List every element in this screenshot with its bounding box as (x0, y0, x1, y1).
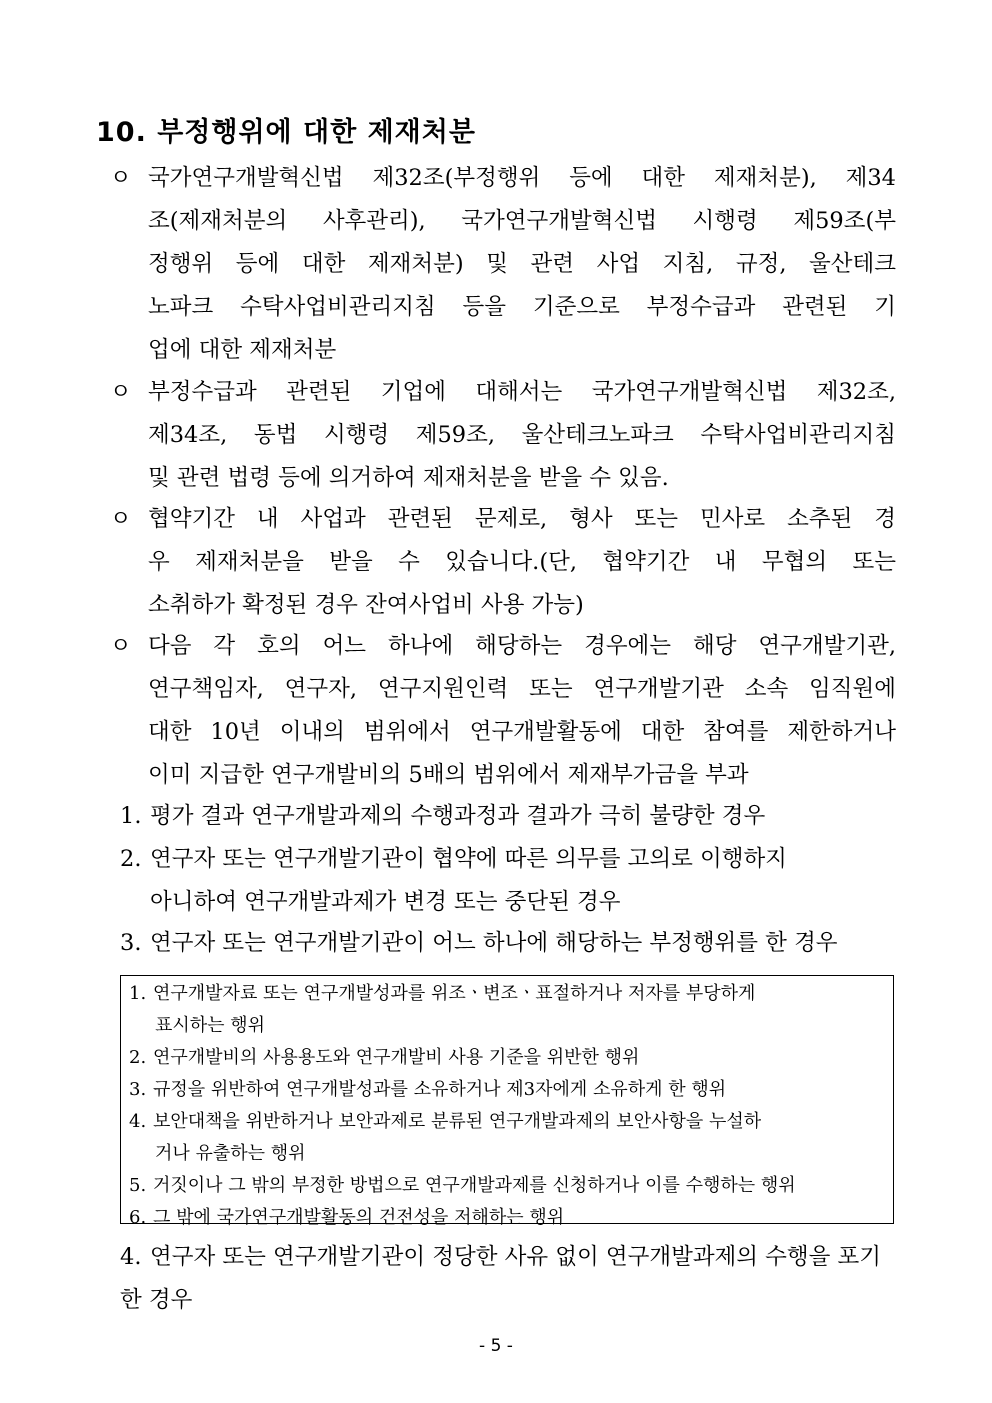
paragraph-line: 우 제재처분을 받을 수 있습니다.(단, 협약기간 내 무협의 또는 (148, 549, 896, 575)
paragraph-line: 및 관련 법령 등에 의거하여 제재처분을 받을 수 있음. (148, 465, 669, 491)
paragraph-line: 소취하가 확정된 경우 잔여사업비 사용 가능) (148, 592, 584, 618)
box-item-text: 보안대책을 위반하거나 보안과제로 분류된 연구개발과제의 보안사항을 누설하 (153, 1111, 762, 1132)
page-number: - 5 - (479, 1336, 513, 1356)
paragraph-line: 국가연구개발혁신법 제32조(부정행위 등에 대한 제재처분), 제34 (148, 165, 896, 191)
numbered-item-1 (120, 795, 896, 838)
box-item-number: 6. (129, 1207, 147, 1228)
paragraph-line: 협약기간 내 사업과 관련된 문제로, 형사 또는 민사로 소추된 경 (148, 506, 896, 532)
bullet-paragraph-3 (148, 498, 896, 627)
paragraph-line: 정행위 등에 대한 제재처분) 및 관련 사업 지침, 규정, 울산테크 (148, 251, 896, 277)
misconduct-list-box (120, 975, 894, 1228)
paragraph-line: 이미 지급한 연구개발비의 5배의 범위에서 제재부가금을 부과 (148, 762, 749, 788)
box-item-2 (129, 1042, 885, 1074)
paragraph-line: 대한 10년 이내의 범위에서 연구개발활동에 대한 참여를 제한하거나 (148, 719, 896, 745)
bullet-paragraph-4 (148, 625, 896, 797)
box-item-3 (129, 1074, 885, 1106)
paragraph-line: 부정수급과 관련된 기업에 대해서는 국가연구개발혁신법 제32조, (148, 379, 896, 405)
box-item-text: 연구개발자료 또는 연구개발성과를 위조ㆍ변조ㆍ표절하거나 저자를 부당하게 (153, 983, 756, 1004)
numbered-item-3 (120, 922, 896, 965)
paragraph-line: 제34조, 동법 시행령 제59조, 울산테크노파크 수탁사업비관리지침 (148, 422, 896, 448)
box-item-5 (129, 1170, 885, 1202)
item-text-continuation: 아니하여 연구개발과제가 변경 또는 중단된 경우 (150, 889, 621, 915)
box-item-number: 5. (129, 1175, 147, 1196)
item-text: 연구자 또는 연구개발기관이 어느 하나에 해당하는 부정행위를 한 경우 (150, 930, 838, 956)
numbered-item-2 (120, 838, 896, 924)
box-item-4 (129, 1106, 885, 1170)
box-item-text: 연구개발비의 사용용도와 연구개발비 사용 기준을 위반한 행위 (153, 1047, 640, 1068)
item-text: 연구자 또는 연구개발기관이 정당한 사유 없이 연구개발과제의 수행을 포기한 경우 (120, 1244, 882, 1313)
box-item-number: 2. (129, 1047, 147, 1068)
item-number: 4. (120, 1244, 142, 1270)
bullet-icon: ㅇ (110, 166, 132, 191)
box-item-number: 3. (129, 1079, 147, 1100)
paragraph-line: 조(제재처분의 사후관리), 국가연구개발혁신법 시행령 제59조(부 (148, 208, 896, 234)
box-item-text: 그 밖에 국가연구개발활동의 건전성을 저해하는 행위 (153, 1207, 565, 1228)
box-item-1 (129, 978, 885, 1042)
bullet-paragraph-2 (148, 371, 896, 500)
box-item-continuation: 거나 유출하는 행위 (155, 1143, 306, 1164)
box-item-text: 거짓이나 그 밖의 부정한 방법으로 연구개발과제를 신청하거나 이를 수행하는 행위 (153, 1175, 796, 1196)
box-item-continuation: 표시하는 행위 (155, 1015, 266, 1036)
item-number: 2. (120, 846, 142, 872)
paragraph-line: 노파크 수탁사업비관리지침 등을 기준으로 부정수급과 관련된 기 (148, 294, 896, 320)
section-title: 10. 부정행위에 대한 제재처분 (96, 117, 476, 148)
paragraph-line: 다음 각 호의 어느 하나에 해당하는 경우에는 해당 연구개발기관, (148, 633, 896, 659)
box-item-6 (129, 1202, 885, 1234)
bullet-icon: ㅇ (110, 634, 132, 659)
item-number: 3. (120, 930, 142, 956)
bullet-paragraph-1 (148, 157, 896, 372)
box-item-number: 1. (129, 983, 147, 1004)
item-text: 평가 결과 연구개발과제의 수행과정과 결과가 극히 불량한 경우 (150, 803, 766, 829)
paragraph-line: 연구책임자, 연구자, 연구지원인력 또는 연구개발기관 소속 임직원에 (148, 676, 896, 702)
item-number: 1. (120, 803, 142, 829)
item-text: 연구자 또는 연구개발기관이 협약에 따른 의무를 고의로 이행하지 (150, 846, 787, 872)
box-item-text: 규정을 위반하여 연구개발성과를 소유하거나 제3자에게 소유하게 한 행위 (153, 1079, 727, 1100)
paragraph-line: 업에 대한 제재처분 (148, 337, 337, 363)
bullet-icon: ㅇ (110, 380, 132, 405)
numbered-item-4 (120, 1236, 896, 1322)
box-item-number: 4. (129, 1111, 147, 1132)
bullet-icon: ㅇ (110, 507, 132, 532)
